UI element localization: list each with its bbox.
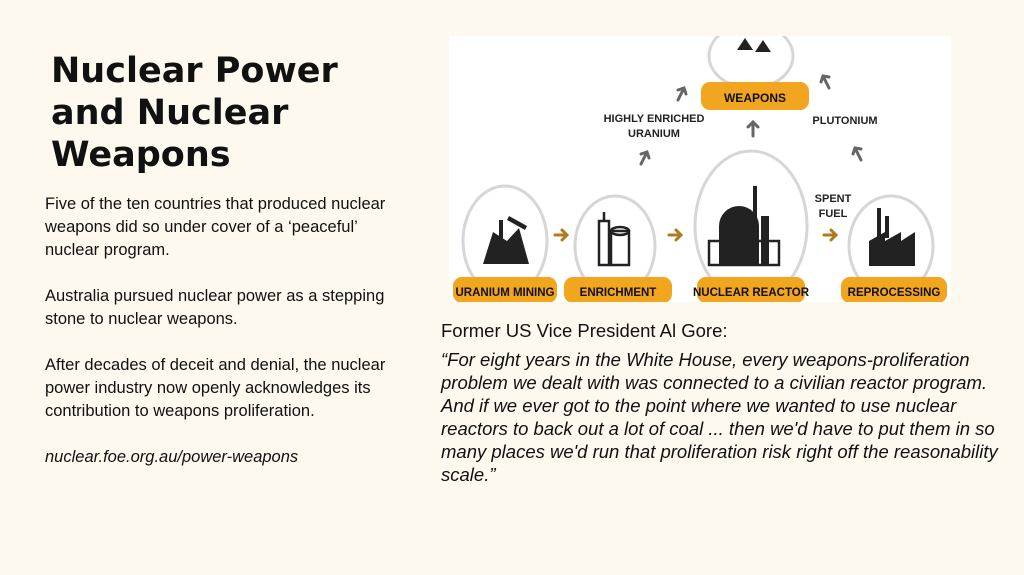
svg-text:NUCLEAR REACTOR: NUCLEAR REACTOR	[692, 287, 810, 299]
svg-text:REPROCESSING: REPROCESSING	[847, 287, 941, 299]
body-paragraph-1: Five of the ten countries that produced nuclear weapons did so under cover of a ‘peaceful’ nuclear program.	[45, 195, 386, 259]
quote-text: “For eight years in the White House, every weapons-proliferation problem we dealt with was connected to a civilian reactor program. And if we ever got to the point where we wanted to use nuclear reactors to back out a lot of coal ... then we'd have to put them in so many places we'd run that proliferation risk right off the reasonability scale.”	[441, 349, 998, 485]
slide-title: Nuclear Power and Nuclear Weapons	[51, 51, 338, 175]
quote-block	[441, 319, 1001, 486]
mining-icon	[483, 216, 529, 264]
svg-text:URANIUM MINING: URANIUM MINING	[455, 287, 555, 299]
source-link[interactable]: nuclear.foe.org.au/power-weapons	[45, 448, 299, 466]
spent-fuel-line1: SPENT	[814, 193, 852, 205]
stage-uranium-mining	[453, 277, 557, 302]
fuel-cycle-svg	[449, 36, 951, 302]
svg-text:WEAPONS: WEAPONS	[723, 91, 787, 105]
stage-weapons	[701, 82, 809, 110]
weapons-oval	[709, 36, 793, 88]
enrichment-icon	[599, 212, 629, 265]
svg-text:ENRICHMENT: ENRICHMENT	[579, 287, 657, 299]
fuel-cycle-diagram	[449, 36, 951, 302]
plutonium-label: PLUTONIUM	[812, 115, 878, 127]
stage-enrichment	[564, 277, 672, 302]
spent-fuel-line2: FUEL	[818, 208, 848, 220]
heu-label-line1: HIGHLY ENRICHED	[603, 113, 705, 125]
body-paragraph-3: After decades of deceit and denial, the nuclear power industry now openly acknowledges its contribution to weapons proliferation.	[45, 356, 386, 420]
weapons-icon	[737, 38, 771, 52]
heu-label-line2: URANIUM	[628, 128, 680, 140]
slide-body	[45, 193, 395, 492]
stage-reprocessing	[841, 277, 947, 302]
stage-nuclear-reactor	[693, 277, 810, 302]
reactor-icon	[709, 186, 779, 265]
body-paragraph-2: Australia pursued nuclear power as a stepping stone to nuclear weapons.	[45, 287, 385, 328]
quote-attribution: Former US Vice President Al Gore:	[441, 320, 728, 341]
reprocessing-icon	[869, 208, 915, 266]
